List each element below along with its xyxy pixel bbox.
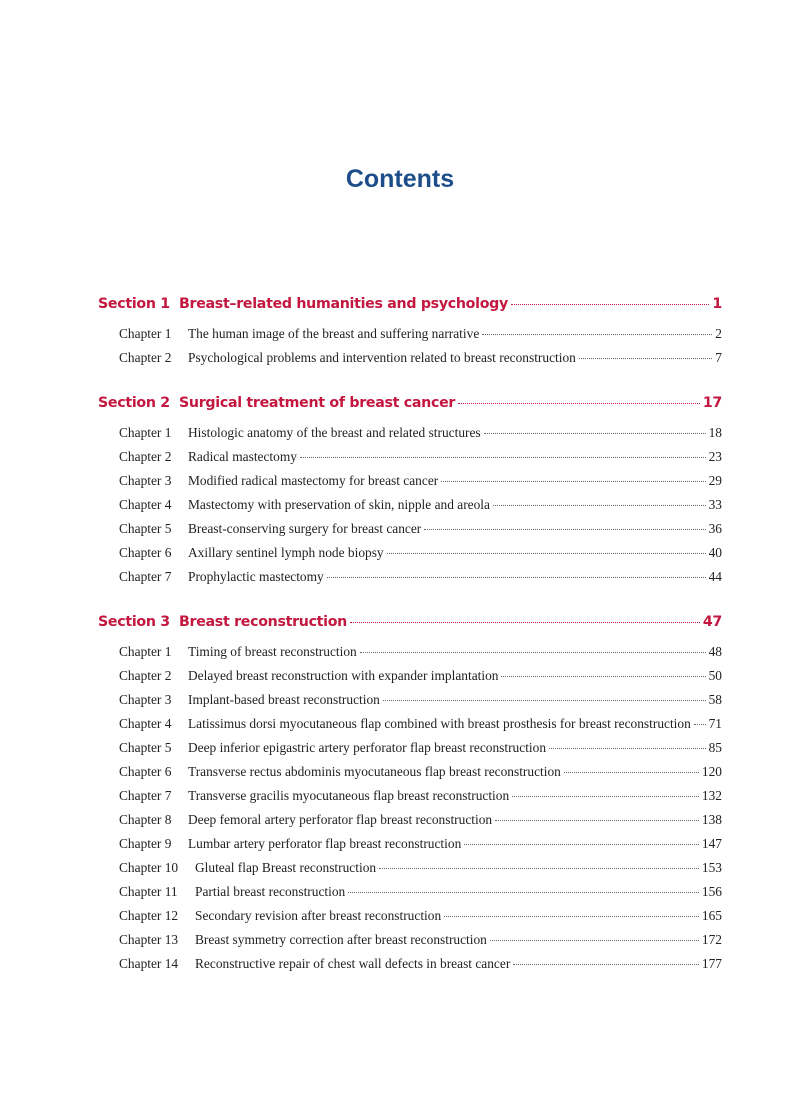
chapter-title: Histologic anatomy of the breast and related structures [188,425,481,440]
chapter-title: Deep inferior epigastric artery perforator flap breast reconstruction [188,740,547,755]
chapter-title: Timing of breast reconstruction [188,644,357,659]
page-number: 7 [715,350,722,365]
toc-chapter-entry[interactable] [98,545,722,569]
page-number: 172 [701,932,722,947]
toc-chapter-entry[interactable] [98,350,722,374]
leader-dots [327,577,706,578]
chapter-number: Chapter 7 [119,788,172,803]
toc-chapter-entry[interactable] [98,836,722,860]
page-number: 177 [701,956,722,971]
toc-chapter-entry[interactable] [98,497,722,521]
chapter-number: Chapter 5 [119,740,172,755]
leader-dots [549,748,706,749]
leader-dots [495,820,699,821]
chapter-title: Delayed breast reconstruction with expander implantation [188,668,499,683]
leader-dots [383,700,706,701]
section-number: Section 3 [98,614,170,630]
leader-dots [441,481,705,482]
page-number: 165 [701,908,722,923]
toc-chapter-entry[interactable] [98,716,722,740]
toc-chapter-entry[interactable] [98,884,722,908]
chapter-number: Chapter 14 [119,956,179,971]
page-number: 17 [702,395,722,411]
leader-dots [694,724,706,725]
chapter-title: Breast symmetry correction after breast reconstruction [195,932,487,947]
leader-dots [482,334,712,335]
chapter-title: Latissimus dorsi myocutaneous flap combined with breast prosthesis for breast reconstruction [188,716,691,731]
chapter-number: Chapter 1 [119,644,172,659]
page-number: 50 [708,668,722,683]
leader-dots [513,964,699,965]
section-number: Section 1 [98,296,170,312]
chapter-number: Chapter 13 [119,932,179,947]
toc-section-entry[interactable] [98,395,722,419]
chapter-number: Chapter 10 [119,860,179,875]
page-number: 48 [708,644,722,659]
page-number: 47 [702,614,722,630]
leader-dots [444,916,699,917]
leader-dots [300,457,706,458]
chapter-title: Breast-conserving surgery for breast cancer [188,521,422,536]
chapter-number: Chapter 1 [119,425,172,440]
page-number: 1 [712,296,722,312]
chapter-number: Chapter 12 [119,908,179,923]
leader-dots [493,505,706,506]
chapter-title: Lumbar artery perforator flap breast reconstruction [188,836,462,851]
page-number: 138 [701,812,722,827]
chapter-title: Deep femoral artery perforator flap breast reconstruction [188,812,493,827]
toc-chapter-entry[interactable] [98,449,722,473]
chapter-number: Chapter 2 [119,449,172,464]
chapter-title: Modified radical mastectomy for breast cancer [188,473,439,488]
leader-dots [387,553,706,554]
chapter-title: Psychological problems and intervention related to breast reconstruction [188,350,576,365]
toc-chapter-entry[interactable] [98,644,722,668]
page-number: 71 [708,716,722,731]
leader-dots [458,403,700,404]
toc-chapter-entry[interactable] [98,764,722,788]
table-of-contents [98,296,722,980]
toc-chapter-entry[interactable] [98,692,722,716]
toc-chapter-entry[interactable] [98,788,722,812]
page-number: 85 [708,740,722,755]
toc-chapter-entry[interactable] [98,569,722,593]
leader-dots [484,433,706,434]
chapter-number: Chapter 3 [119,473,172,488]
toc-chapter-entry[interactable] [98,908,722,932]
chapter-number: Chapter 5 [119,521,172,536]
page-number: 58 [708,692,722,707]
toc-section-entry[interactable] [98,614,722,638]
toc-chapter-entry[interactable] [98,812,722,836]
toc-chapter-entry[interactable] [98,521,722,545]
section-title: Breast reconstruction [179,614,347,630]
leader-dots [360,652,706,653]
leader-dots [490,940,699,941]
page-number: 156 [701,884,722,899]
chapter-title: Secondary revision after breast reconstruction [195,908,442,923]
chapter-number: Chapter 4 [119,716,172,731]
page-number: 2 [715,326,722,341]
toc-chapter-entry[interactable] [98,326,722,350]
page-number: 120 [701,764,722,779]
chapter-number: Chapter 2 [119,668,172,683]
leader-dots [424,529,705,530]
section-title: Breast–related humanities and psychology [179,296,508,312]
chapter-title: Radical mastectomy [188,449,297,464]
leader-dots [348,892,699,893]
toc-chapter-entry[interactable] [98,425,722,449]
toc-chapter-entry[interactable] [98,956,722,980]
section-number: Section 2 [98,395,170,411]
chapter-title: Partial breast reconstruction [195,884,346,899]
leader-dots [379,868,699,869]
chapter-title: Implant-based breast reconstruction [188,692,380,707]
chapter-title: The human image of the breast and suffering narrative [188,326,480,341]
leader-dots [512,796,699,797]
toc-section-entry[interactable] [98,296,722,320]
page-number: 29 [708,473,722,488]
page-number: 33 [708,497,722,512]
leader-dots [579,358,712,359]
chapter-number: Chapter 11 [119,884,178,899]
chapter-number: Chapter 9 [119,836,172,851]
page-number: 18 [708,425,722,440]
page-title: Contents [345,165,455,193]
page-number: 153 [701,860,722,875]
toc-chapter-entry[interactable] [98,860,722,884]
section-title: Surgical treatment of breast cancer [179,395,456,411]
chapter-title: Gluteal flap Breast reconstruction [195,860,377,875]
page-number: 40 [708,545,722,560]
leader-dots [511,304,709,305]
page-number: 23 [708,449,722,464]
chapter-title: Axillary sentinel lymph node biopsy [188,545,384,560]
chapter-number: Chapter 4 [119,497,172,512]
toc-chapter-entry[interactable] [98,668,722,692]
chapter-number: Chapter 7 [119,569,172,584]
page-number: 44 [708,569,722,584]
leader-dots [350,622,700,623]
leader-dots [501,676,705,677]
page-number: 36 [708,521,722,536]
page-number: 132 [701,788,722,803]
toc-chapter-entry[interactable] [98,740,722,764]
page-number: 147 [701,836,722,851]
chapter-number: Chapter 8 [119,812,172,827]
chapter-number: Chapter 6 [119,545,172,560]
toc-chapter-entry[interactable] [98,932,722,956]
chapter-title: Transverse rectus abdominis myocutaneous flap breast reconstruction [188,764,561,779]
chapter-title: Mastectomy with preservation of skin, nipple and areola [188,497,490,512]
chapter-title: Transverse gracilis myocutaneous flap breast reconstruction [188,788,510,803]
chapter-number: Chapter 6 [119,764,172,779]
chapter-number: Chapter 3 [119,692,172,707]
leader-dots [464,844,699,845]
chapter-title: Reconstructive repair of chest wall defects in breast cancer [195,956,511,971]
chapter-title: Prophylactic mastectomy [188,569,324,584]
chapter-number: Chapter 2 [119,350,172,365]
chapter-number: Chapter 1 [119,326,172,341]
leader-dots [564,772,699,773]
toc-chapter-entry[interactable] [98,473,722,497]
